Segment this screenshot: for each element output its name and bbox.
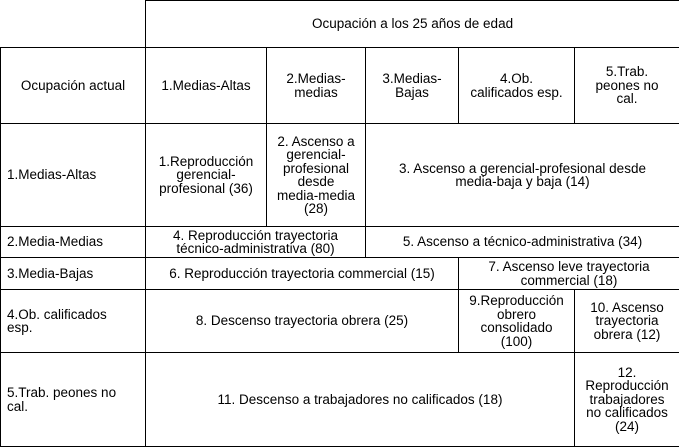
- cell-ascenso-obrera: 10. Ascenso trayectoria obrera (12): [575, 290, 679, 353]
- table-row: [1, 258, 679, 290]
- cell-ascenso-commercial: 7. Ascenso leve trayectoria commercial (18): [459, 258, 679, 290]
- table-row: [1, 353, 679, 447]
- cell-descenso-obrera: 8. Descenso trayectoria obrera (25): [146, 290, 459, 353]
- cell-reproduccion-commercial: 6. Reproducción trayectoria commercial (15): [146, 258, 459, 290]
- table-title: Ocupación a los 25 años de edad: [146, 1, 679, 48]
- row-label-medias-altas: 1.Medias-Altas: [1, 124, 146, 227]
- row-label-ob-calificados: 4.Ob. calificados esp.: [1, 290, 146, 353]
- cell-reproduccion-no-calificados: 12. Reproducción trabajadores no calificados (24): [575, 353, 679, 447]
- cell-ascenso-tecnico: 5. Ascenso a técnico-administrativa (34): [366, 227, 679, 258]
- row-label-trab-peones: 5.Trab. peones no cal.: [1, 353, 146, 447]
- row-label-media-bajas: 3.Media-Bajas: [1, 258, 146, 290]
- row-label-media-medias: 2.Media-Medias: [1, 227, 146, 258]
- cell-ascenso-gerencial-media: 2. Ascenso a gerencial- profesional desde media-media (28): [267, 124, 366, 227]
- corner-cell: [1, 1, 146, 48]
- cell-ascenso-gerencial-baja: 3. Ascenso a gerencial-profesional desde media-baja y baja (14): [366, 124, 679, 227]
- column-header-medias-altas: 1.Medias-Altas: [146, 48, 267, 124]
- column-header-medias-medias: 2.Medias- medias: [267, 48, 366, 124]
- table-row: [1, 227, 679, 258]
- cell-reproduccion-obrero: 9.Reproducción obrero consolidado (100): [459, 290, 575, 353]
- cell-descenso-no-calificados: 11. Descenso a trabajadores no calificados (18): [146, 353, 575, 447]
- column-header-medias-bajas: 3.Medias- Bajas: [366, 48, 459, 124]
- table-row: [1, 290, 679, 353]
- column-header-row: [1, 48, 679, 124]
- title-row: [1, 1, 679, 48]
- row-header-label: Ocupación actual: [1, 48, 146, 124]
- column-header-ob-calificados: 4.Ob. calificados esp.: [459, 48, 575, 124]
- cell-reproduccion-tecnico: 4. Reproducción trayectoria técnico-administrativa (80): [146, 227, 366, 258]
- column-header-trab-peones: 5.Trab. peones no cal.: [575, 48, 679, 124]
- table-row: [1, 124, 679, 227]
- cell-reproduccion-gerencial: 1.Reproducción gerencial- profesional (36): [146, 124, 267, 227]
